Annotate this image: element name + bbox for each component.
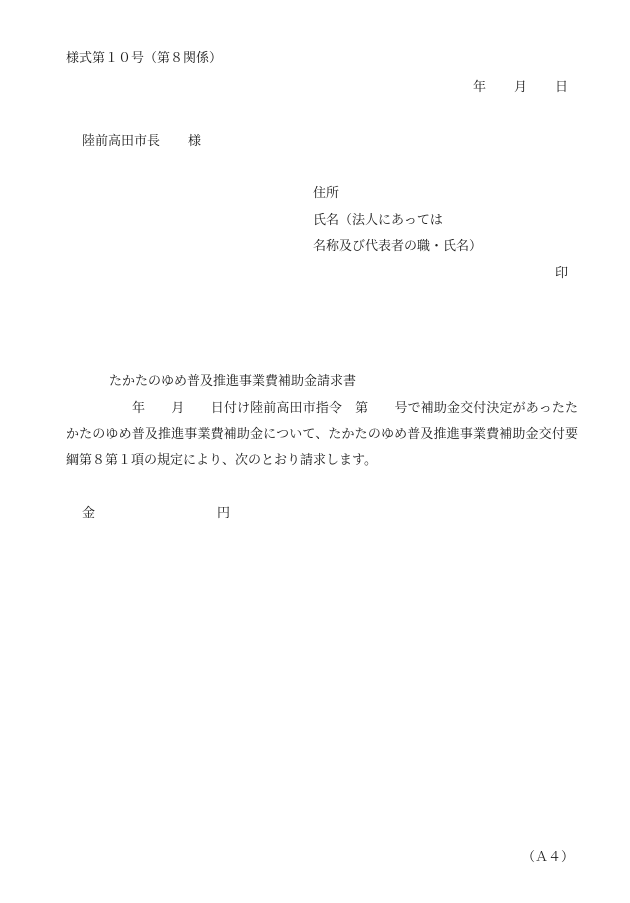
amount-unit: 円 xyxy=(217,506,231,521)
document-body: 年 月 日付け陸前高田市指令 第 号で補助金交付決定があったたかたのゆめ普及推進事業費補助金について、たかたのゆめ普及推進事業費補助金交付要綱第８第１項の規定により、次のとおり請求します。 xyxy=(66,401,578,468)
document-title: たかたのゆめ普及推進事業費補助金請求書 xyxy=(109,374,357,389)
addressee xyxy=(82,133,201,151)
amount-label: 金 xyxy=(82,506,96,521)
applicant-name-label: 氏名（法人にあっては xyxy=(313,213,443,228)
applicant-address-label: 住所 xyxy=(313,186,340,201)
date-year-label: 年 xyxy=(472,80,486,95)
date-line xyxy=(473,79,568,97)
seal-mark: 印 xyxy=(554,266,568,281)
addressee-name: 陸前高田市長 xyxy=(82,134,161,149)
addressee-honorific: 様 xyxy=(188,134,202,149)
date-month-label: 月 xyxy=(513,80,527,95)
applicant-name-note: 名称及び代表者の職・氏名） xyxy=(313,239,483,254)
amount-line xyxy=(82,505,230,523)
paper-size-label: （Ａ４） xyxy=(521,850,574,865)
date-day-label: 日 xyxy=(554,80,568,95)
form-number: 様式第１０号（第８関係） xyxy=(66,51,223,66)
